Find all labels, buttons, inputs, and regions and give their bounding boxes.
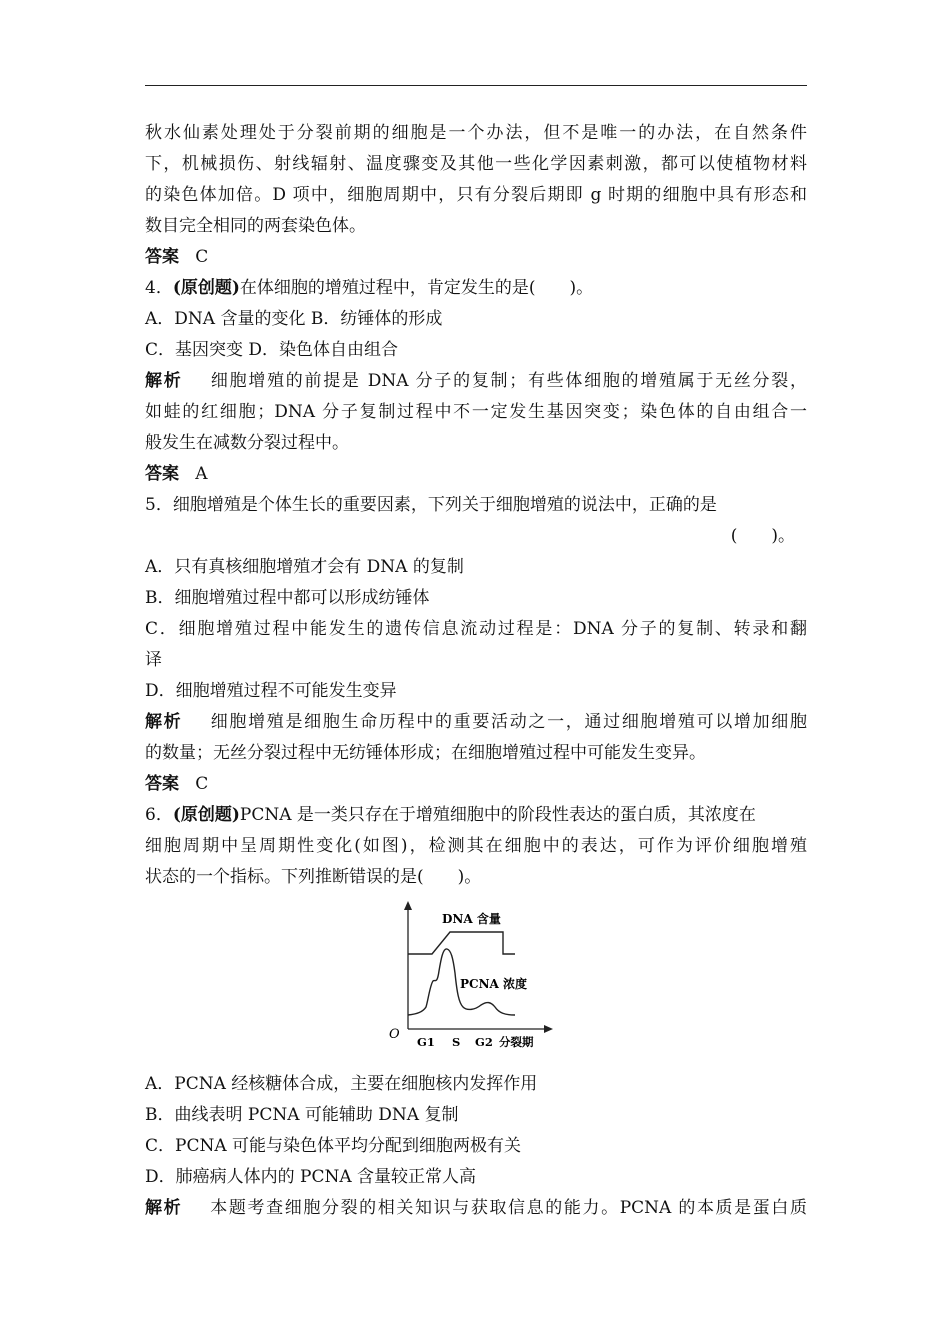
q6-option-b: B．曲线表明 PCNA 可能辅助 DNA 复制 xyxy=(145,1105,459,1125)
q6-option-a: A．PCNA 经核糖体合成，主要在细胞核内发挥作用 xyxy=(145,1074,538,1094)
q3-tail-line-1: 秋水仙素处理处于分裂前期的细胞是一个办法，但不是唯一的办法，在自然条件 xyxy=(145,123,807,143)
q4-analysis-line-1 xyxy=(145,366,807,397)
q5-answer xyxy=(145,769,807,800)
page-content xyxy=(145,118,807,1224)
q4-stem xyxy=(145,273,807,304)
question-tag: (原创题) xyxy=(172,278,240,298)
analysis-label: 解析 xyxy=(145,712,183,732)
question-text: PCNA 是一类只存在于增殖细胞中的阶段性表达的蛋白质，其浓度在 xyxy=(239,805,756,825)
answer-value: A xyxy=(195,464,208,484)
x-tick-g1: G1 xyxy=(417,1035,435,1049)
q6-option-c: C．PCNA 可能与染色体平均分配到细胞两极有关 xyxy=(145,1136,522,1156)
question-tag: (原创题) xyxy=(172,805,240,825)
question-text: 在体细胞的增殖过程中，肯定发生的是( )。 xyxy=(239,278,594,298)
pcna-concentration-label: PCNA 浓度 xyxy=(460,977,528,991)
analysis-label: 解析 xyxy=(145,1198,183,1218)
q4-analysis-line-3: 般发生在减数分裂过程中。 xyxy=(145,433,349,453)
answer-label: 答案 xyxy=(145,774,179,794)
q4-analysis-line-2: 如蛙的红细胞；DNA 分子复制过程中不一定发生基因突变；染色体的自由组合一 xyxy=(145,402,807,422)
analysis-text: 本题考查细胞分裂的相关知识与获取信息的能力。PCNA 的本质是蛋白质 xyxy=(210,1198,807,1218)
analysis-text: 细胞增殖是细胞生命历程中的重要活动之一，通过细胞增殖可以增加细胞 xyxy=(210,712,807,732)
q3-answer xyxy=(145,242,807,273)
q4-options-row-1: A．DNA 含量的变化 B．纺锤体的形成 xyxy=(145,309,443,329)
question-number: 6． xyxy=(145,805,173,825)
q5-analysis-line-2: 的数量；无丝分裂过程中无纺锤体形成；在细胞增殖过程中可能发生变异。 xyxy=(145,743,706,763)
analysis-label: 解析 xyxy=(145,371,183,391)
q4-answer xyxy=(145,459,807,490)
pcna-diagram xyxy=(389,901,715,1051)
x-tick-mitosis: 分裂期 xyxy=(499,1035,534,1049)
question-number: 4． xyxy=(145,278,173,298)
q5-option-c-line-1: C．细胞增殖过程中能发生的遗传信息流动过程是：DNA 分子的复制、转录和翻 xyxy=(145,619,807,639)
q5-option-a: A．只有真核细胞增殖才会有 DNA 的复制 xyxy=(145,557,464,577)
q6-stem-line-3: 状态的一个指标。下列推断错误的是( )。 xyxy=(145,867,482,887)
origin-label: O xyxy=(389,1027,400,1042)
pcna-figure xyxy=(145,893,807,1069)
q5-analysis-line-1 xyxy=(145,707,807,738)
answer-value: C xyxy=(195,247,209,267)
q6-stem-line-2: 细胞周期中呈周期性变化(如图)，检测其在细胞中的表达，可作为评价细胞增殖 xyxy=(145,836,807,856)
q3-tail-line-4: 数目完全相同的两套染色体。 xyxy=(145,216,366,236)
q5-stem-line-1: 5．细胞增殖是个体生长的重要因素，下列关于细胞增殖的说法中，正确的是 xyxy=(145,495,717,515)
q4-options-row-2: C．基因突变 D．染色体自由组合 xyxy=(145,340,399,360)
q6-option-d: D．肺癌病人体内的 PCNA 含量较正常人高 xyxy=(145,1167,477,1187)
header-rule xyxy=(145,85,807,86)
q3-tail-line-3: 的染色体加倍。D 项中，细胞周期中，只有分裂后期即 g 时期的细胞中具有形态和 xyxy=(145,185,807,205)
x-axis-arrow-icon xyxy=(544,1025,553,1033)
q3-tail-line-2: 下，机械损伤、射线辐射、温度骤变及其他一些化学因素刺激，都可以使植物材料 xyxy=(145,154,807,174)
x-tick-s: S xyxy=(452,1035,461,1049)
q5-option-d: D．细胞增殖过程不可能发生变异 xyxy=(145,681,397,701)
analysis-text: 细胞增殖的前提是 DNA 分子的复制；有些体细胞的增殖属于无丝分裂， xyxy=(210,371,807,391)
answer-label: 答案 xyxy=(145,247,179,267)
q5-stem-line-2: ( )。 xyxy=(730,526,795,546)
answer-label: 答案 xyxy=(145,464,179,484)
answer-value: C xyxy=(195,774,209,794)
y-axis-arrow-icon xyxy=(404,901,412,910)
q5-option-b: B．细胞增殖过程中都可以形成纺锤体 xyxy=(145,588,430,608)
q6-analysis-line-1 xyxy=(145,1193,807,1224)
dna-content-curve xyxy=(408,932,515,954)
q5-option-c-line-2: 译 xyxy=(145,650,162,670)
q6-stem-line-1 xyxy=(145,800,807,831)
x-tick-g2: G2 xyxy=(475,1035,493,1049)
dna-content-label: DNA 含量 xyxy=(442,912,501,926)
